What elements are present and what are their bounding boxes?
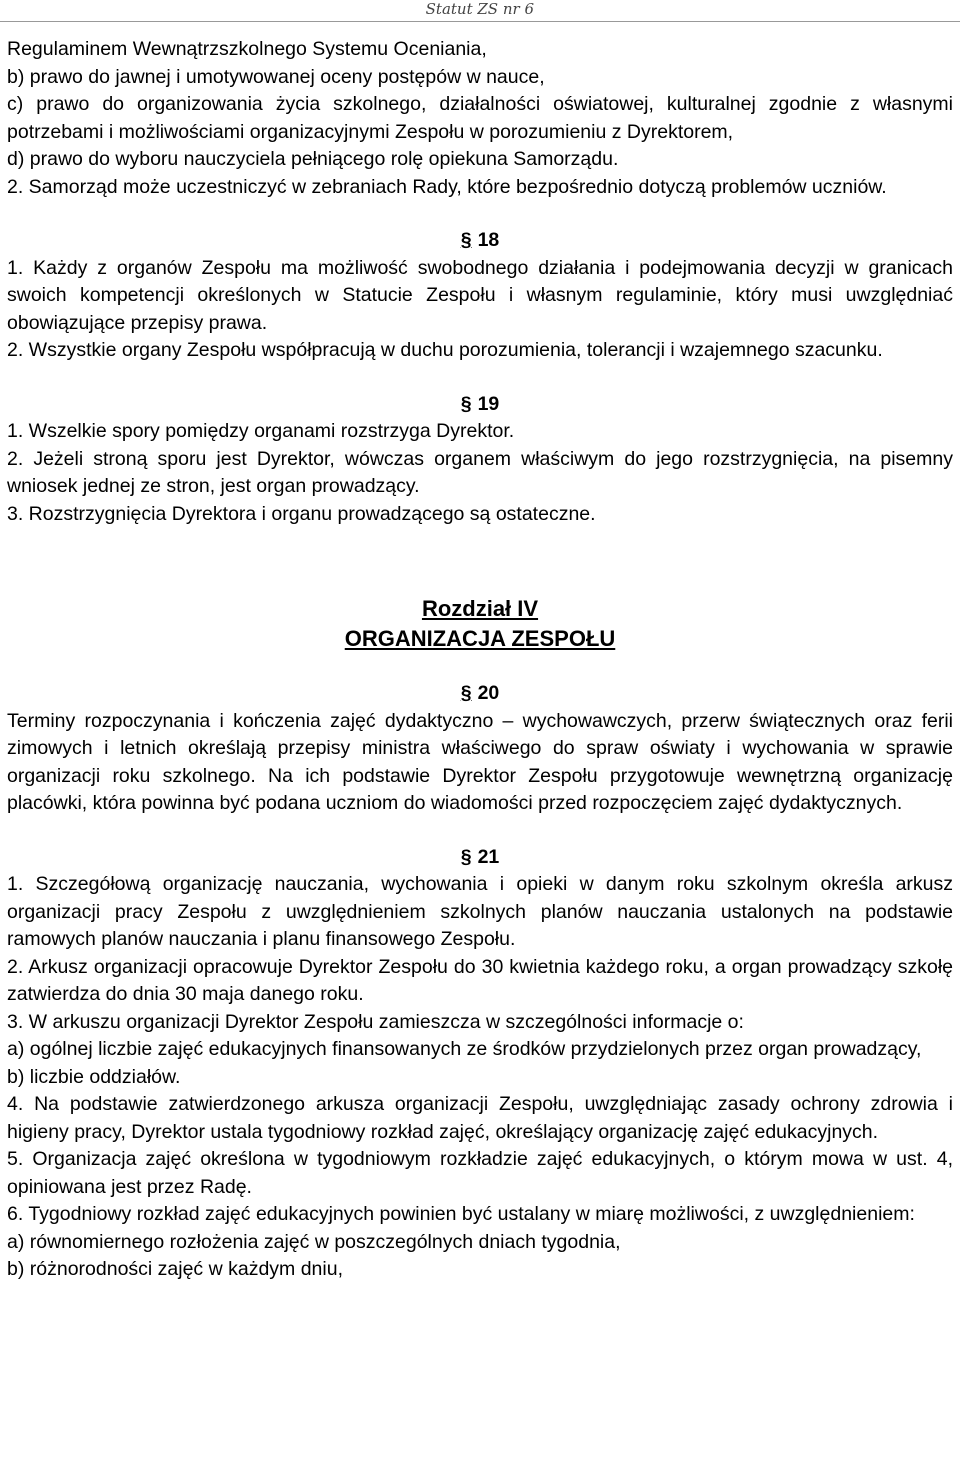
chapter-subtitle-text: ORGANIZACJA ZESPOŁU	[344, 626, 616, 651]
document-body	[7, 36, 953, 1284]
paragraph: c) prawo do organizowania życia szkolnego, działalności oświatowej, kulturalnej zgodnie z własnymi potrzebami i możliwościami organizacyjnymi Zespołu w porozumieniu z Dyrektorem,	[7, 93, 953, 143]
spacer	[7, 528, 953, 594]
header-title: Statut ZS nr 6	[425, 0, 534, 18]
section-symbol: §	[460, 392, 472, 415]
spacer	[7, 818, 953, 844]
section-heading-18	[7, 227, 953, 255]
paragraph: Regulaminem Wewnątrzszkolnego Systemu Oceniania,	[7, 38, 487, 60]
section-heading-20	[7, 680, 953, 708]
paragraph: b) liczbie oddziałów.	[7, 1065, 181, 1088]
section-number: 19	[477, 392, 500, 415]
paragraph: 1. Szczegółową organizację nauczania, wychowania i opieki w danym roku szkolnym określa arkusz organizacji pracy Zespołu z uwzględnieniem szkolnych planów nauczania ustalonych na podstawie ramowych planów nauczania i planu finansowego Zespołu.	[7, 873, 953, 950]
paragraph: b) prawo do jawnej i umotywowanej oceny postępów w nauce,	[7, 65, 545, 88]
spacer	[7, 654, 953, 680]
paragraph: 2. Jeżeli stroną sporu jest Dyrektor, wówczas organem właściwym do jego rozstrzygnięcia, na pisemny wniosek jednej ze stron, jest organ prowadzący.	[7, 447, 953, 497]
paragraph: 3. W arkuszu organizacji Dyrektor Zespołu zamieszcza w szczególności informacje o:	[7, 1010, 744, 1033]
section-heading-21	[7, 844, 953, 872]
section-number: 20	[477, 682, 500, 704]
paragraph: a) równomiernego rozłożenia zajęć w poszczególnych dniach tygodnia,	[7, 1230, 621, 1253]
paragraph: 3. Rozstrzygnięcia Dyrektora i organu prowadzącego są ostateczne.	[7, 502, 596, 525]
spacer	[7, 365, 953, 391]
section-number: 21	[477, 845, 500, 868]
paragraph: 1. Każdy z organów Zespołu ma możliwość swobodnego działania i podejmowania decyzji w granicach swoich kompetencji określonych w Statucie Zespołu i własnym regulaminie, który musi uwzględniać obowiązujące przepisy prawa.	[7, 256, 953, 334]
paragraph: 2. Samorząd może uczestniczyć w zebraniach Rady, które bezpośrednio dotyczą problemów uczniów.	[7, 175, 887, 198]
paragraph: a) ogólnej liczbie zajęć edukacyjnych finansowanych ze środków przydzielonych przez organ prowadzący,	[7, 1038, 922, 1060]
paragraph: 4. Na podstawie zatwierdzonego arkusza organizacji Zespołu, uwzględniając zasady ochrony zdrowia i higieny pracy, Dyrektor ustala tygodniowy rozkład zajęć, określający organizację zajęć edukacyjnych.	[7, 1093, 953, 1143]
section-heading-19	[7, 391, 953, 419]
spacer	[7, 201, 953, 227]
section-symbol: §	[460, 845, 472, 868]
section-symbol: §	[460, 229, 472, 251]
paragraph: Terminy rozpoczynania i kończenia zajęć dydaktyczno – wychowawczych, przerw świątecznych oraz ferii zimowych i letnich określają przepisy ministra właściwego do spraw oświaty i wychowania w sprawie organizacji roku szkolnego. Na ich podstawie Dyrektor Zespołu przygotowuje wewnętrzną organizację placówki, która powinna być podana uczniom do wiadomości przed rozpoczęciem zajęć dydaktycznych.	[7, 709, 953, 814]
paragraph: b) różnorodności zajęć w każdym dniu,	[7, 1258, 343, 1280]
paragraph: d) prawo do wyboru nauczyciela pełniącego rolę opiekuna Samorządu.	[7, 148, 619, 170]
paragraph: 2. Wszystkie organy Zespołu współpracują w duchu porozumienia, tolerancji i wzajemnego szacunku.	[7, 339, 883, 361]
section-number: 18	[477, 229, 500, 251]
paragraph: 6. Tygodniowy rozkład zajęć edukacyjnych powinien być ustalany w miarę możliwości, z uwzględnieniem:	[7, 1203, 915, 1225]
chapter-subtitle	[7, 624, 953, 654]
paragraph: 1. Wszelkie spory pomiędzy organami rozstrzyga Dyrektor.	[7, 420, 515, 442]
chapter-title	[7, 594, 953, 624]
paragraph: 2. Arkusz organizacji opracowuje Dyrektor Zespołu do 30 kwietnia każdego roku, a organ prowadzący szkołę zatwierdza do dnia 30 maja danego roku.	[7, 955, 953, 1005]
page-header	[0, 0, 960, 22]
section-symbol: §	[460, 682, 472, 704]
paragraph: 5. Organizacja zajęć określona w tygodniowym rozkładzie zajęć edukacyjnych, o którym mowa w ust. 4, opiniowana jest przez Radę.	[7, 1148, 953, 1198]
header-divider	[0, 21, 960, 22]
chapter-title-text: Rozdział IV	[421, 596, 539, 621]
